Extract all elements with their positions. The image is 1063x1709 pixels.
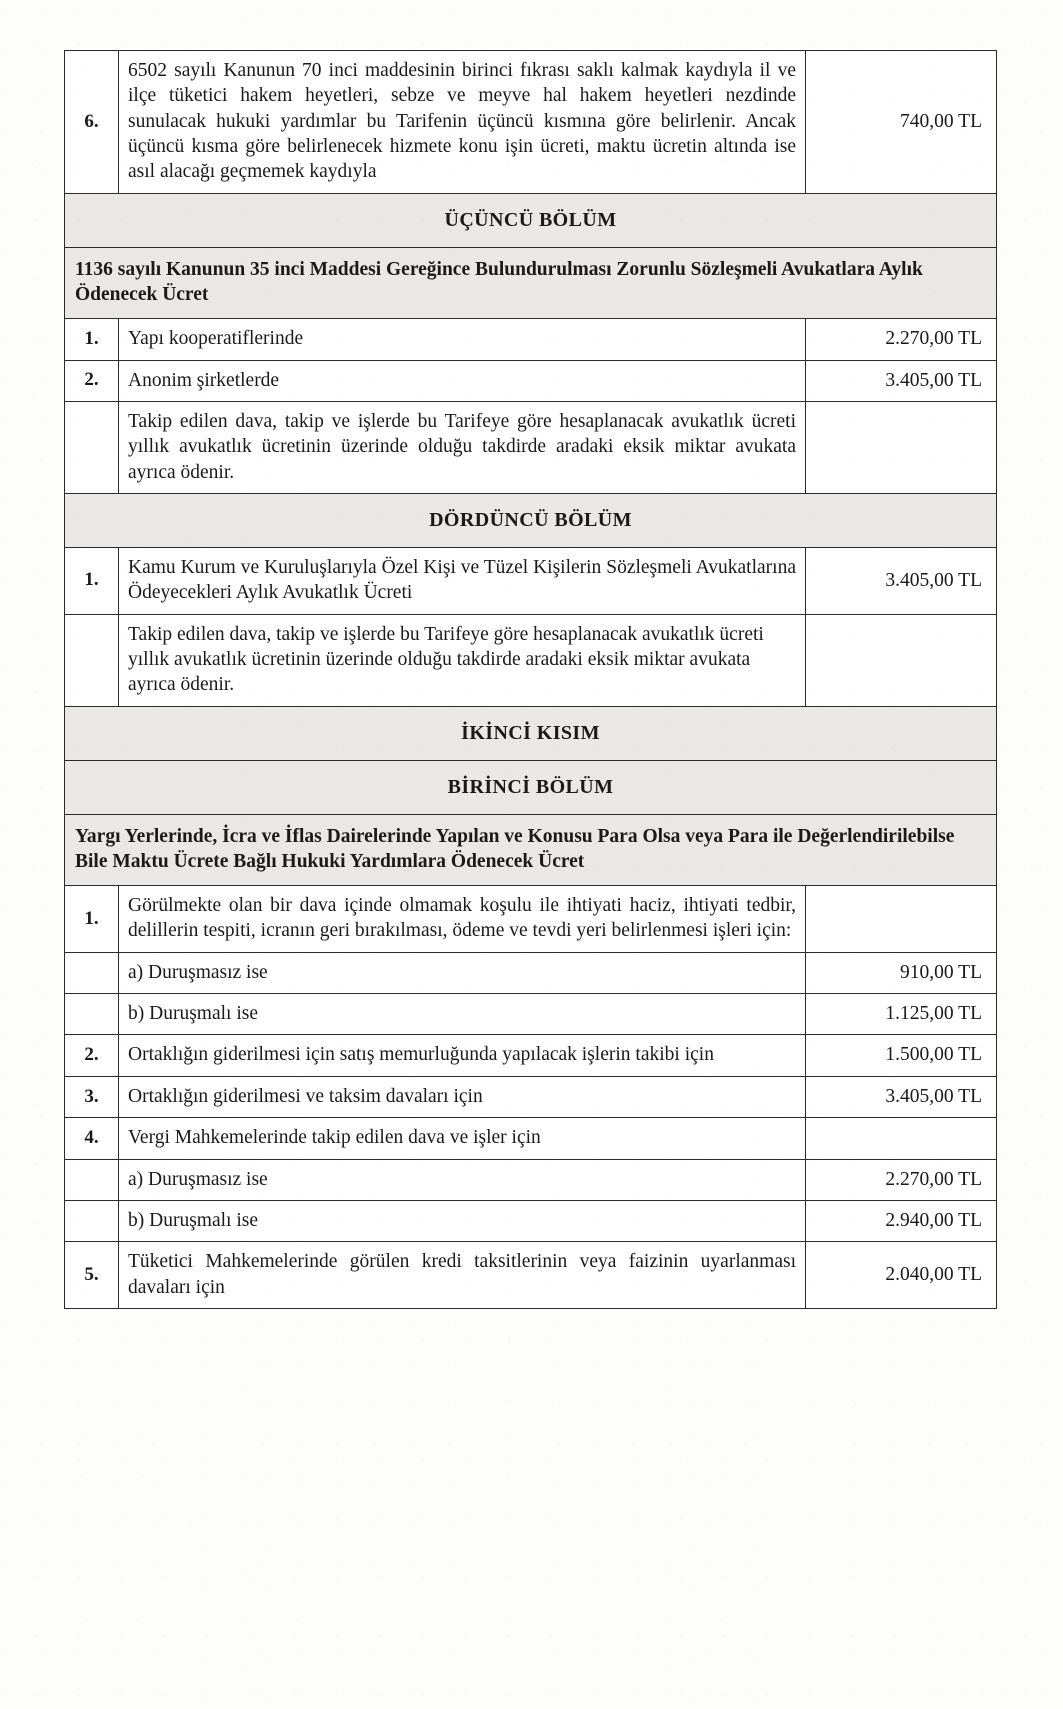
row-description: Görülmekte olan bir dava içinde olmamak koşulu ile ihtiyati haciz, ihtiyati tedbir, delillerin tespiti, icranın geri bırakılması, ödeme ve tevdi yeri belirlenmesi işleri için: [119, 886, 806, 953]
section-subtitle: 1136 sayılı Kanunun 35 inci Maddesi Gereğince Bulundurulması Zorunlu Sözleşmeli Avukatlara Aylık Ödenecek Ücret [65, 247, 997, 318]
table-row [65, 247, 997, 318]
row-description: 6502 sayılı Kanunun 70 inci maddesinin birinci fıkrası saklı kalmak kaydıyla il ve ilçe tüketici hakem heyetleri, sebze ve meyve hal hakem heyetleri nezdinde sunulacak hukuki yardımlar bu Tarifenin üçüncü kısmına göre belirlenir. Ancak üçüncü kısma göre belirlenecek hizmete konu işin ücreti, maktu ücretin altında ise asıl alacağı geçmemek kaydıyla [119, 51, 806, 194]
row-fee-amount: 3.405,00 TL [806, 360, 997, 401]
row-number: 3. [65, 1076, 119, 1117]
row-description: b) Duruşmalı ise [119, 994, 806, 1035]
table-row [65, 994, 997, 1035]
table-row [65, 706, 997, 760]
table-row [65, 1242, 997, 1309]
row-description: b) Duruşmalı ise [119, 1200, 806, 1241]
row-fee-amount: 910,00 TL [806, 952, 997, 993]
row-fee-amount [806, 614, 997, 706]
row-description: a) Duruşmasız ise [119, 952, 806, 993]
row-description: Tüketici Mahkemelerinde görülen kredi taksitlerinin veya faizinin uyarlanması davaları için [119, 1242, 806, 1309]
table-row [65, 886, 997, 953]
table-row [65, 1035, 997, 1076]
row-fee-amount: 2.040,00 TL [806, 1242, 997, 1309]
table-row [65, 547, 997, 614]
section-banner: İKİNCİ KISIM [65, 706, 997, 760]
attorney-fee-tariff-table [64, 50, 997, 1309]
row-number [65, 614, 119, 706]
table-body [65, 51, 997, 1309]
row-description: a) Duruşmasız ise [119, 1159, 806, 1200]
row-fee-amount: 2.940,00 TL [806, 1200, 997, 1241]
row-number: 2. [65, 360, 119, 401]
table-row [65, 614, 997, 706]
table-row [65, 401, 997, 493]
row-fee-amount: 2.270,00 TL [806, 1159, 997, 1200]
row-number [65, 952, 119, 993]
row-fee-amount [806, 886, 997, 953]
row-description: Ortaklığın giderilmesi için satış memurluğunda yapılacak işlerin takibi için [119, 1035, 806, 1076]
table-row [65, 1118, 997, 1159]
row-description: Ortaklığın giderilmesi ve taksim davaları için [119, 1076, 806, 1117]
table-row [65, 360, 997, 401]
row-number: 5. [65, 1242, 119, 1309]
table-row [65, 1076, 997, 1117]
row-fee-amount: 3.405,00 TL [806, 547, 997, 614]
table-row [65, 814, 997, 885]
row-number: 4. [65, 1118, 119, 1159]
table-row [65, 1200, 997, 1241]
section-banner: DÖRDÜNCÜ BÖLÜM [65, 493, 997, 547]
table-row [65, 319, 997, 360]
row-number: 1. [65, 886, 119, 953]
row-number: 1. [65, 547, 119, 614]
table-row [65, 760, 997, 814]
table-row [65, 493, 997, 547]
row-fee-amount: 1.500,00 TL [806, 1035, 997, 1076]
row-number [65, 401, 119, 493]
section-subtitle: Yargı Yerlerinde, İcra ve İflas Dairelerinde Yapılan ve Konusu Para Olsa veya Para ile Değerlendirilebilse Bile Maktu Ücrete Bağlı Hukuki Yardımlara Ödenecek Ücret [65, 814, 997, 885]
row-number: 6. [65, 51, 119, 194]
row-number [65, 994, 119, 1035]
row-description: Yapı kooperatiflerinde [119, 319, 806, 360]
row-number: 2. [65, 1035, 119, 1076]
table-row [65, 1159, 997, 1200]
row-description: Takip edilen dava, takip ve işlerde bu Tarifeye göre hesaplanacak avukatlık ücreti yıllık avukatlık ücretinin üzerinde olduğu takdirde aradaki eksik miktar avukata ayrıca ödenir. [119, 614, 806, 706]
row-description: Vergi Mahkemelerinde takip edilen dava ve işler için [119, 1118, 806, 1159]
row-fee-amount: 740,00 TL [806, 51, 997, 194]
row-fee-amount [806, 401, 997, 493]
table-row [65, 51, 997, 194]
row-fee-amount [806, 1118, 997, 1159]
table-row [65, 952, 997, 993]
row-description: Anonim şirketlerde [119, 360, 806, 401]
row-fee-amount: 1.125,00 TL [806, 994, 997, 1035]
row-number [65, 1159, 119, 1200]
row-number: 1. [65, 319, 119, 360]
table-row [65, 193, 997, 247]
row-description: Kamu Kurum ve Kuruluşlarıyla Özel Kişi ve Tüzel Kişilerin Sözleşmeli Avukatlarına Ödeyecekleri Aylık Avukatlık Ücreti [119, 547, 806, 614]
row-fee-amount: 2.270,00 TL [806, 319, 997, 360]
section-banner: ÜÇÜNCÜ BÖLÜM [65, 193, 997, 247]
row-description: Takip edilen dava, takip ve işlerde bu Tarifeye göre hesaplanacak avukatlık ücreti yıllık avukatlık ücretinin üzerinde olduğu takdirde aradaki eksik miktar avukata ayrıca ödenir. [119, 401, 806, 493]
section-banner: BİRİNCİ BÖLÜM [65, 760, 997, 814]
row-number [65, 1200, 119, 1241]
row-fee-amount: 3.405,00 TL [806, 1076, 997, 1117]
